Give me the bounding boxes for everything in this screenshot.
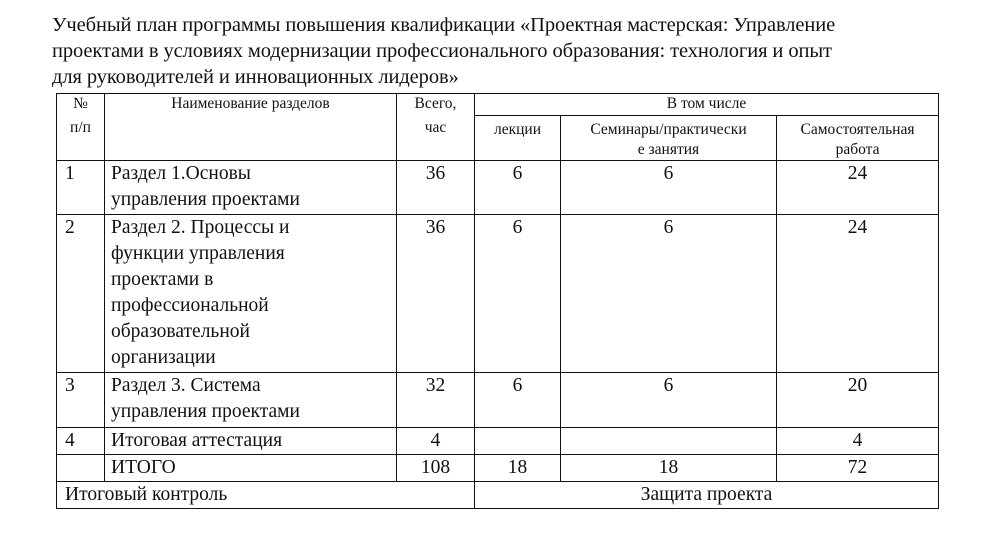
header-lectures: лекции: [475, 116, 561, 161]
row-name-line: управления проектами: [111, 189, 300, 210]
header-num: [57, 94, 105, 161]
footer-row: [57, 482, 939, 509]
row-total: 36: [397, 215, 475, 373]
header-seminars-line: Семинары/практически: [590, 121, 747, 138]
header-total: [397, 94, 475, 161]
row-selfwork: 20: [777, 373, 939, 428]
header-seminars: [561, 116, 777, 161]
footer-label: Итоговый контроль: [57, 482, 475, 509]
row-name-line: проектами в: [111, 269, 214, 290]
curriculum-table: [56, 93, 939, 509]
footer-value: Защита проекта: [475, 482, 939, 509]
row-lectures: [475, 428, 561, 455]
header-selfwork: [777, 116, 939, 161]
total-label: ИТОГО: [105, 455, 397, 482]
row-name-line: Итоговая аттестация: [111, 430, 283, 451]
table-row: [57, 373, 939, 428]
header-selfwork-line: работа: [835, 141, 880, 158]
total-hours: 108: [397, 455, 475, 482]
total-selfwork: 72: [777, 455, 939, 482]
row-name-line: образовательной: [111, 321, 250, 342]
total-row: [57, 455, 939, 482]
title-line: проектами в условиях модернизации профессионального образования: технология и опыт: [52, 40, 832, 62]
table-row: [57, 428, 939, 455]
row-lectures: 6: [475, 161, 561, 215]
row-lectures: 6: [475, 215, 561, 373]
row-seminars: [561, 428, 777, 455]
total-seminars: 18: [561, 455, 777, 482]
header-total-line: Всего,: [414, 95, 457, 112]
row-name-line: Раздел 2. Процессы и: [111, 217, 290, 238]
row-total: 4: [397, 428, 475, 455]
title-line: для руководителей и инновационных лидеров»: [52, 66, 459, 88]
header-seminars-line: е занятия: [637, 141, 700, 158]
row-name: [105, 373, 397, 428]
row-total: 32: [397, 373, 475, 428]
header-including: В том числе: [475, 94, 939, 116]
row-seminars: 6: [561, 161, 777, 215]
row-name-line: функции управления: [111, 243, 285, 264]
row-num: 3: [57, 373, 105, 428]
row-name-line: управления проектами: [111, 401, 300, 422]
row-num: 2: [57, 215, 105, 373]
row-name: [105, 428, 397, 455]
row-selfwork: 4: [777, 428, 939, 455]
document-title: [52, 12, 952, 90]
row-name: [105, 161, 397, 215]
row-name-line: Раздел 3. Система: [111, 375, 261, 396]
row-num: 1: [57, 161, 105, 215]
row-selfwork: 24: [777, 215, 939, 373]
row-selfwork: 24: [777, 161, 939, 215]
row-lectures: 6: [475, 373, 561, 428]
header-selfwork-line: Самостоятельная: [800, 121, 915, 138]
row-name-line: организации: [111, 347, 216, 368]
row-total: 36: [397, 161, 475, 215]
table-row: [57, 215, 939, 373]
row-name-line: Раздел 1.Основы: [111, 163, 251, 184]
title-line: Учебный план программы повышения квалификации «Проектная мастерская: Управление: [52, 14, 836, 36]
table-row: [57, 161, 939, 215]
row-name: [105, 215, 397, 373]
header-num-line: №: [73, 95, 88, 112]
header-name: Наименование разделов: [105, 94, 397, 161]
row-name-line: профессиональной: [111, 295, 269, 316]
row-seminars: 6: [561, 373, 777, 428]
total-lectures: 18: [475, 455, 561, 482]
header-total-line: час: [424, 119, 447, 136]
total-num: [57, 455, 105, 482]
header-num-line: п/п: [70, 119, 91, 136]
row-num: 4: [57, 428, 105, 455]
row-seminars: 6: [561, 215, 777, 373]
